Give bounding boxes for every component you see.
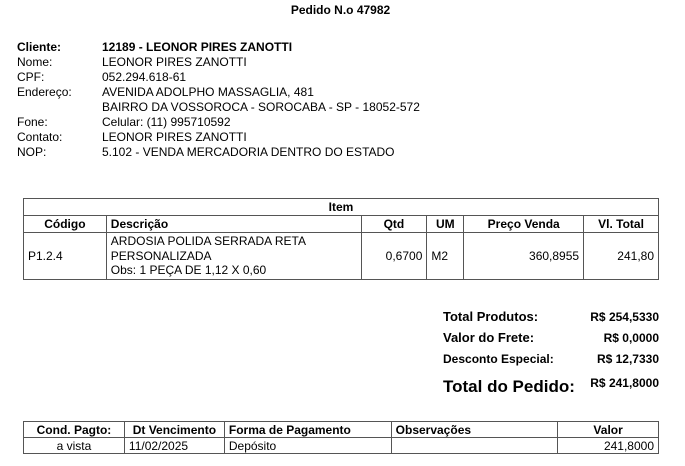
valor-frete-row (443, 327, 659, 348)
col-total: Vl. Total (584, 216, 659, 233)
fone-row (17, 115, 420, 130)
col-qtd: Qtd (361, 216, 427, 233)
cliente-label: Cliente: (17, 40, 62, 54)
total-produtos-value: R$ 254,5330 (590, 309, 659, 324)
cpf-value: 052.294.618-61 (102, 70, 187, 84)
col-codigo: Código (24, 216, 107, 233)
valor-frete-value: R$ 0,0000 (603, 330, 659, 345)
items-table (23, 198, 659, 280)
table-row (24, 233, 659, 280)
nome-row (17, 55, 420, 70)
col-dt-vencimento: Dt Vencimento (124, 422, 224, 438)
table-row (24, 438, 659, 454)
item-codigo: P1.2.4 (24, 233, 107, 280)
total-pedido-value: R$ 241,8000 (590, 376, 659, 390)
fone-value: Celular: (11) 995710592 (102, 115, 231, 129)
endereco-row (17, 85, 420, 100)
col-preco: Preço Venda (464, 216, 584, 233)
total-pedido-label: Total do Pedido: (443, 377, 575, 396)
item-descricao-line2: PERSONALIZADA (110, 248, 212, 263)
cliente-row (17, 40, 420, 55)
endereco-label: Endereço: (17, 85, 72, 99)
items-header-row (24, 216, 659, 233)
endereco-line1: AVENIDA ADOLPHO MASSAGLIA, 481 (102, 85, 314, 99)
valor-frete-label: Valor do Frete: (443, 330, 535, 345)
nome-label: Nome: (17, 55, 53, 69)
item-total: 241,80 (584, 233, 659, 280)
payment-vencimento: 11/02/2025 (124, 438, 224, 454)
items-group-header (24, 199, 659, 216)
item-obs: Obs: 1 PEÇA DE 1,12 X 0,60 (110, 263, 267, 277)
payment-table (23, 421, 659, 454)
item-qtd: 0,6700 (361, 233, 427, 280)
desconto-row (443, 348, 659, 369)
payment-obs (391, 438, 558, 454)
nop-value: 5.102 - VENDA MERCADORIA DENTRO DO ESTADO (102, 145, 395, 159)
col-cond-pagto: Cond. Pagto: (24, 422, 125, 438)
desconto-value: R$ 12,7330 (596, 351, 659, 366)
fone-label: Fone: (17, 115, 48, 129)
contato-row (17, 130, 420, 145)
total-pedido-row (443, 369, 659, 397)
items-group-title: Item (24, 199, 659, 216)
item-um: M2 (427, 233, 464, 280)
col-um: UM (427, 216, 464, 233)
totals-block (443, 306, 659, 397)
total-produtos-label: Total Produtos: (443, 309, 539, 324)
col-valor: Valor (558, 422, 659, 438)
contato-label: Contato: (17, 130, 63, 144)
nop-row (17, 145, 420, 160)
nome-value: LEONOR PIRES ZANOTTI (102, 55, 247, 69)
client-info (17, 40, 420, 160)
desconto-label: Desconto Especial: (443, 351, 554, 366)
item-descricao (106, 233, 361, 280)
nop-label: NOP: (17, 145, 47, 159)
item-preco: 360,8955 (464, 233, 584, 280)
endereco-line2: BAIRRO DA VOSSOROCA - SOROCABA - SP - 18052-572 (102, 100, 420, 114)
cpf-label: CPF: (17, 70, 45, 84)
endereco-row-2 (17, 100, 420, 115)
payment-forma: Depósito (224, 438, 391, 454)
payment-cond: a vista (24, 438, 125, 454)
item-descricao-line1: ARDOSIA POLIDA SERRADA RETA (110, 234, 306, 248)
col-observacoes: Observações (391, 422, 558, 438)
col-forma-pagamento: Forma de Pagamento (224, 422, 391, 438)
page-title: Pedido N.o 47982 (290, 3, 391, 17)
contato-value: LEONOR PIRES ZANOTTI (102, 130, 247, 144)
cliente-value: 12189 - LEONOR PIRES ZANOTTI (102, 40, 293, 54)
cpf-row (17, 70, 420, 85)
payment-header-row (24, 422, 659, 438)
total-produtos-row (443, 306, 659, 327)
payment-valor: 241,8000 (558, 438, 659, 454)
col-descricao: Descrição (106, 216, 361, 233)
